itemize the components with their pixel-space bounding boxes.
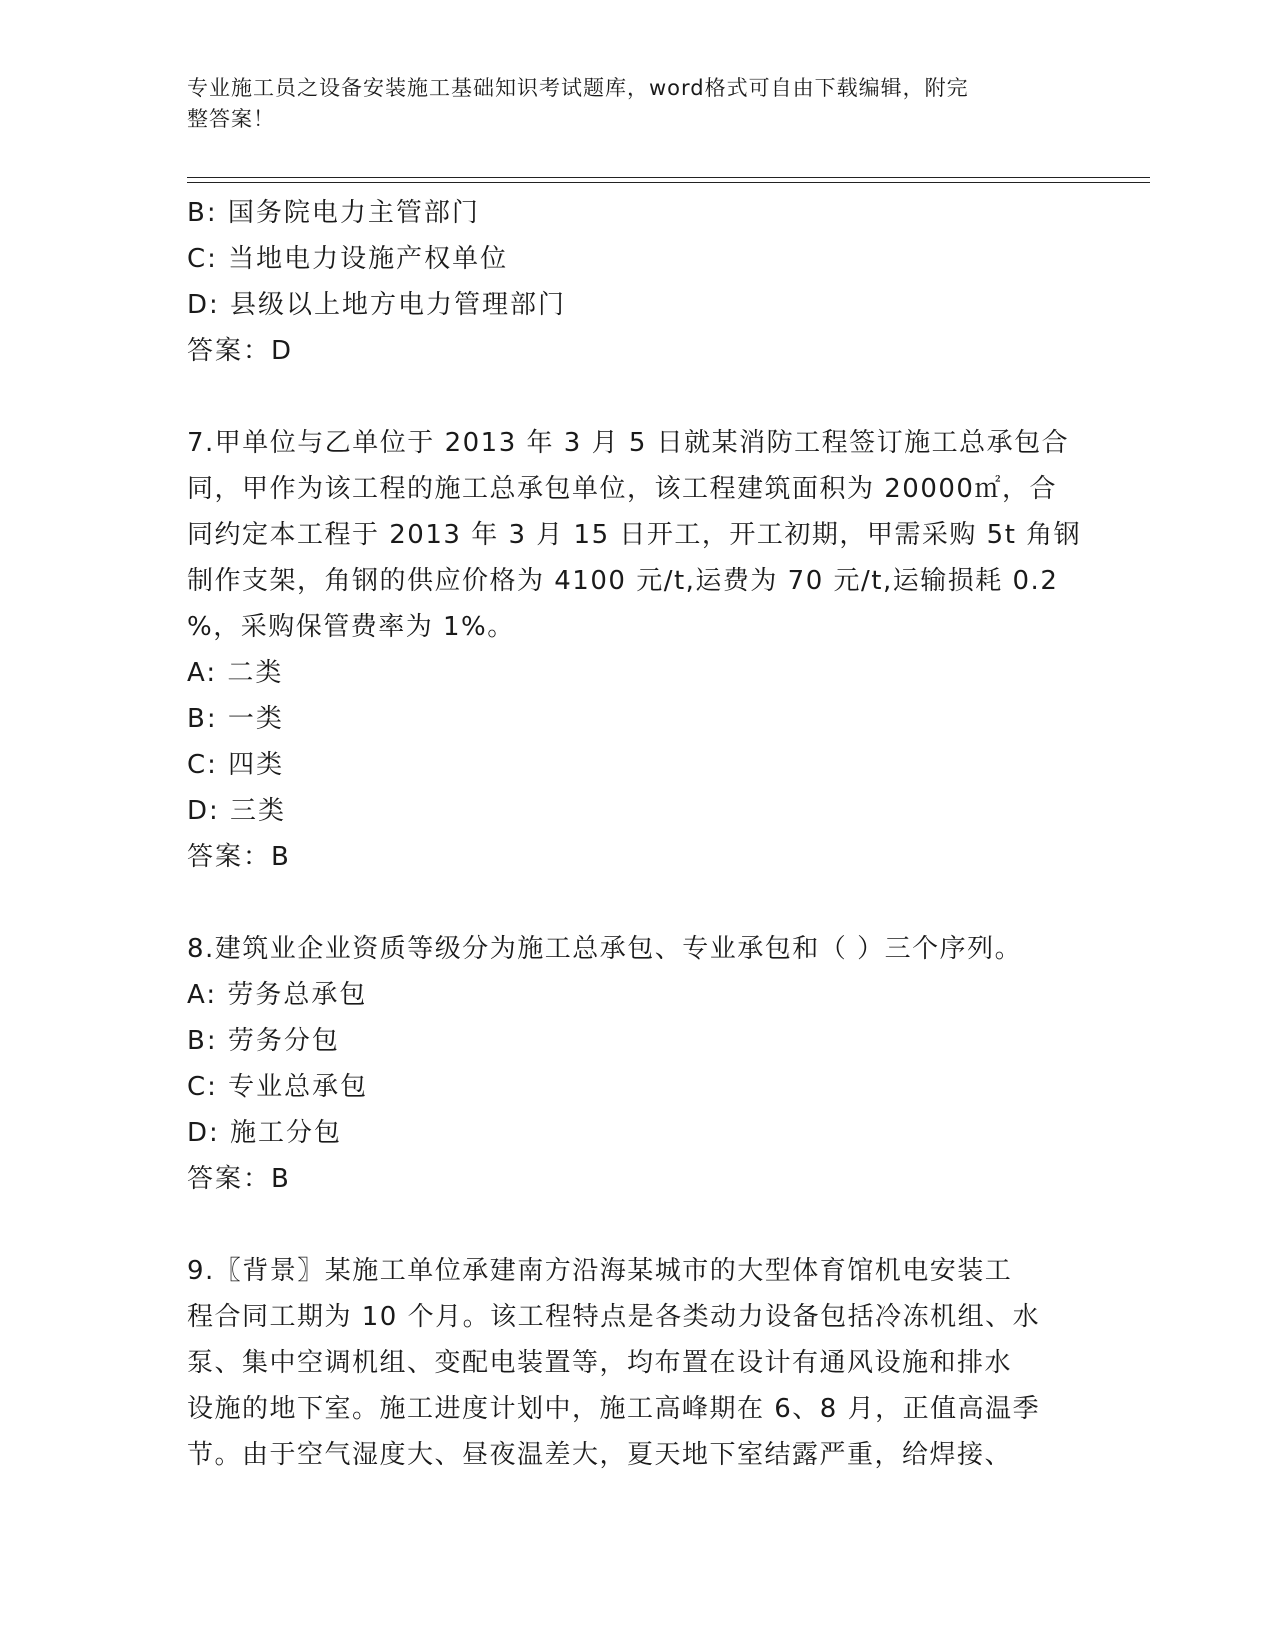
header-divider-top <box>187 177 1150 178</box>
question-text-line: 9.〖背景〗某施工单位承建南方沿海某城市的大型体育馆机电安装工 <box>187 1256 1013 1286</box>
option-b: B: 劳务分包 <box>187 1026 340 1056</box>
answer: 答案：B <box>187 1164 291 1194</box>
question-text-line: 设施的地下室。施工进度计划中，施工高峰期在 6、8 月，正值高温季 <box>187 1394 1041 1424</box>
document-body <box>187 190 1087 1478</box>
option-a: A: 劳务总承包 <box>187 980 368 1010</box>
option-c: C: 专业总承包 <box>187 1072 369 1102</box>
header-divider-bottom <box>187 182 1150 183</box>
answer: 答案：B <box>187 842 291 872</box>
question-text-line: 7.甲单位与乙单位于 2013 年 3 月 5 日就某消防工程签订施工总承包合 <box>187 428 1070 458</box>
option-a: A: 二类 <box>187 658 284 688</box>
header-line-1: 专业施工员之设备安装施工基础知识考试题库，word格式可自由下载编辑，附完 <box>187 76 969 100</box>
question-text-line: 制作支架，角钢的供应价格为 4100 元/t,运费为 70 元/t,运输损耗 0.2 <box>187 566 1059 596</box>
option-c: C: 当地电力设施产权单位 <box>187 244 509 274</box>
spacer <box>187 880 1087 926</box>
question-text-line: 程合同工期为 10 个月。该工程特点是各类动力设备包括冷冻机组、水 <box>187 1302 1041 1332</box>
option-d: D: 县级以上地方电力管理部门 <box>187 290 567 320</box>
option-b: B: 一类 <box>187 704 284 734</box>
spacer <box>187 374 1087 420</box>
question-text-line: 8.建筑业企业资质等级分为施工总承包、专业承包和（ ）三个序列。 <box>187 934 1023 964</box>
question-text-line: 泵、集中空调机组、变配电装置等，均布置在设计有通风设施和排水 <box>187 1348 1013 1378</box>
header-line-2: 整答案！ <box>187 107 275 131</box>
prev-question-block <box>187 190 1087 374</box>
option-d: D: 三类 <box>187 796 287 826</box>
option-d: D: 施工分包 <box>187 1118 343 1148</box>
question-text-line: 节。由于空气湿度大、昼夜温差大，夏天地下室结露严重，给焊接、 <box>187 1440 1013 1470</box>
answer: 答案：D <box>187 336 294 366</box>
question-text-line: 同约定本工程于 2013 年 3 月 15 日开工，开工初期，甲需采购 5t 角钢 <box>187 520 1082 550</box>
question-9 <box>187 1248 1087 1478</box>
spacer <box>187 1202 1087 1248</box>
option-b: B: 国务院电力主管部门 <box>187 198 480 228</box>
question-text-line: 同，甲作为该工程的施工总承包单位，该工程建筑面积为 20000㎡，合 <box>187 474 1057 504</box>
question-7 <box>187 420 1087 880</box>
option-c: C: 四类 <box>187 750 285 780</box>
question-8 <box>187 926 1087 1202</box>
question-text-line: %，采购保管费率为 1%。 <box>187 612 515 642</box>
document-header <box>187 73 1067 135</box>
